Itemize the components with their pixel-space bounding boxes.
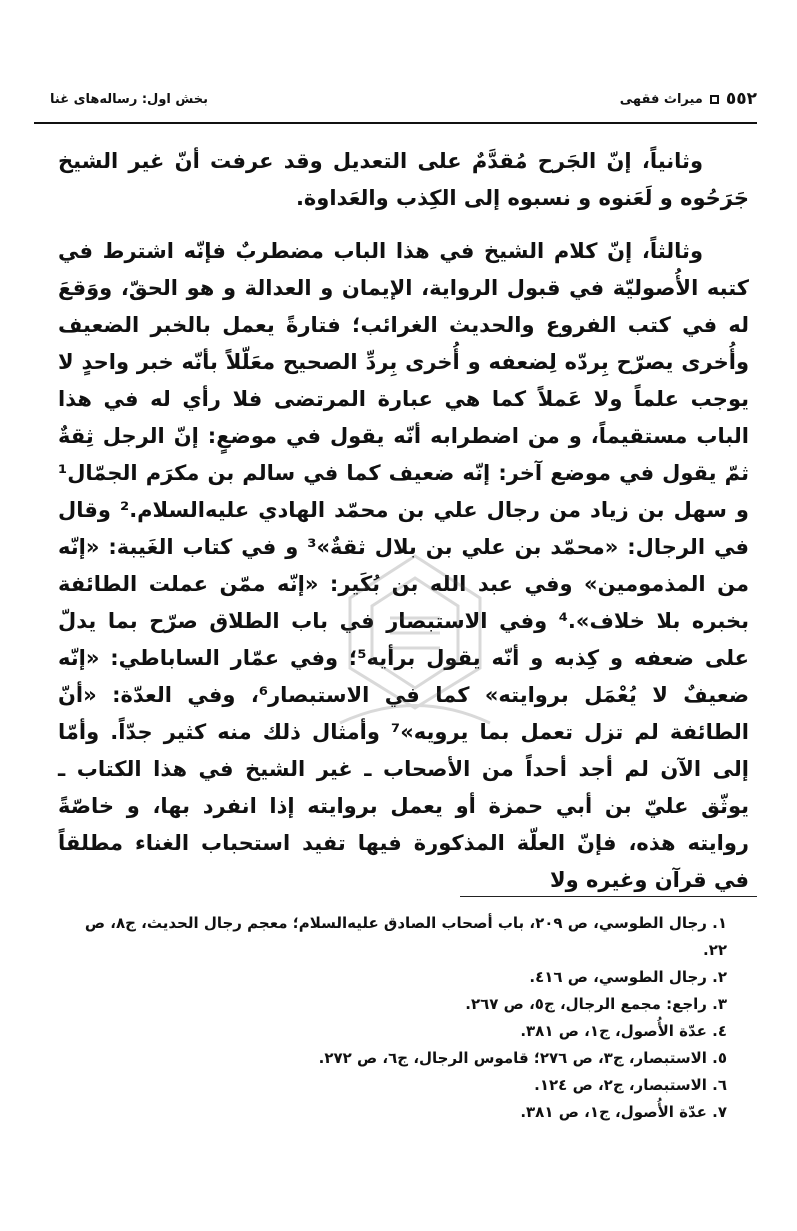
section-title: بخش اول: رسالەهای غنا — [50, 91, 209, 107]
footnote-item: ٣. راجع: مجمع الرجال، ج٥، ص ٢٦٧. — [465, 995, 727, 1013]
header-rule — [34, 122, 757, 124]
square-separator-icon — [710, 95, 719, 104]
page-number: ٥٥٢ — [725, 89, 757, 109]
footnote-item: ١. رجال الطوسي، ص ٢٠٩، باب أصحاب الصادق عليه‌السلام؛ معجم رجال الحديث، ج٨، ص ٢٢. — [84, 914, 727, 959]
paragraph: وثالثاً، إنّ كلام الشيخ في هذا الباب مضطربٌ فإنّه اشترط في كتبه الأُصوليّة في قبول الرواية، الإيمان و العدالة و هو الحقّ، ووَقعَ له في كتب الفروع والحديث الغرائب؛ فتارةً يعمل بالخبر الضعيف وأُخرى يصرّح بِردّه لِضعفه و أُخرى بِردِّ الصحيح معَلّلاً بأنّه خبر واحدٍ لا يوجب علماً ولا عَملاً كما هي عبارة المرتضى فلا رأي له في هذا الباب مستقيماً، و من اضطرابه أنّه يقول في موضعٍ: إنّ الرجل ثِقةٌ ثمّ يقول في موضع آخر: إنّه ضعيف كما في سالم بن مكرَم الجمّال¹ و سهل بن زياد من رجال علي بن محمّد الهادي عليه‌السلام.² وقال في الرجال: «محمّد بن علي بن بلال ثقةٌ»³ و في كتاب الغَيبة: «إنّه من المذمومين» وفي عبد الله بن بُكَير: «إنّه ممّن عملت الطائفة بخبره بلا خلاف».⁴ وفي الاستبصار في باب الطلاق صرّح بما يدلّ على ضعفه و كِذبه و أنّه يقول برأيه⁵؛ وفي عمّار الساباطي: «إنّه ضعيفٌ لا يُعْمَل بروايته» كما في الاستبصار⁶، وفي العدّة: «أنّ الطائفة لم تزل تعمل بما يرويه»⁷ وأمثال ذلك منه كثير جدّاً. وأمّا إلى الآن لم أجد أحداً من الأصحاب ـ غير الشيخ في هذا الكتاب ـ يوثّق عليّ بن أبي حمزة أو يعمل بروايته إذا انفرد بها، و خاصّةً روايته هذه، فإنّ العلّة المذكورة فيها تفيد استحباب الغناء مطلقاً في قرآن وغيره ولا — [58, 239, 749, 892]
footnote-item: ٤. عدّة الأُصول، ج١، ص ٣٨١. — [520, 1022, 727, 1040]
body-text — [58, 143, 749, 915]
footnote-rule — [460, 896, 757, 897]
running-header — [50, 84, 757, 114]
footnote-item: ٦. الاستبصار، ج٢، ص ١٢٤. — [534, 1076, 727, 1094]
footnote-item: ٢. رجال الطوسي، ص ٤١٦. — [529, 968, 727, 986]
footnote-item: ٧. عدّة الأُصول، ج١، ص ٣٨١. — [520, 1103, 727, 1121]
paragraph: وثانياً، إنّ الجَرح مُقدَّمٌ على التعديل وقد عرفت أنّ غير الشيخ جَرَحُوه و لَعَنوه و نسبوه إلى الكِذب والعَداوة. — [58, 149, 749, 210]
footnotes-list — [60, 910, 749, 1126]
footnote-item: ٥. الاستبصار، ج٣، ص ٢٧٦؛ قاموس الرجال، ج٦، ص ٢٧٢. — [318, 1049, 727, 1067]
header-page-info — [620, 89, 757, 109]
book-title: میراث فقهی — [619, 91, 703, 107]
